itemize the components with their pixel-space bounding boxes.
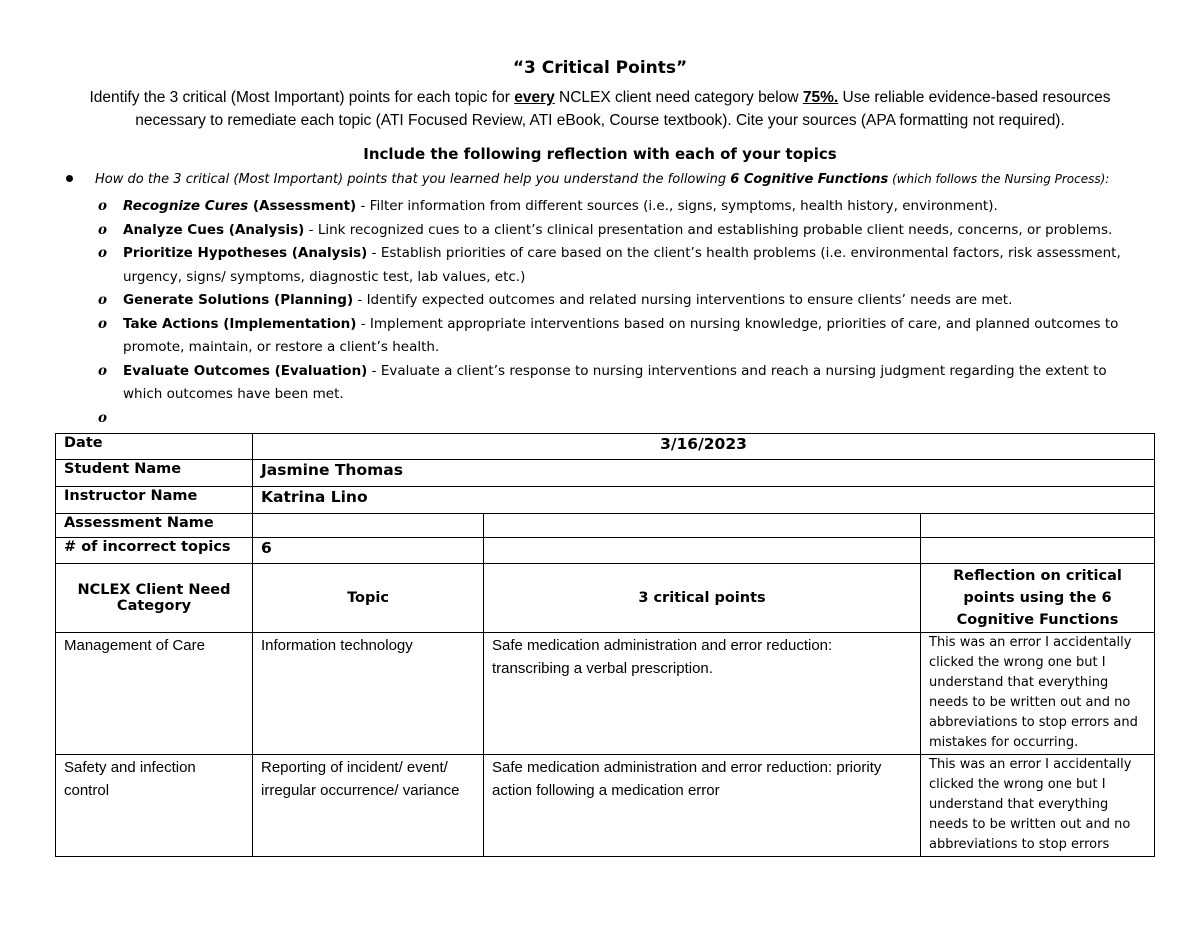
question-text-1: How do the 3 critical (Most Important) points that you learned help you understand the following bbox=[95, 172, 731, 187]
incorrect-value: 6 bbox=[253, 538, 484, 564]
student-row bbox=[56, 460, 1155, 487]
function-item: o Prioritize Hypotheses (Analysis) - Establish priorities of care based on the client’s health problems (i.e. environmental factors, risk assessment, urgency, signs/ symptoms, diagnostic test, lab values, etc.) bbox=[98, 242, 1138, 289]
header-reflection: Reflection on critical points using the 6 Cognitive Functions bbox=[921, 564, 1155, 633]
intro-every: every bbox=[514, 89, 555, 106]
intro-text-2: NCLEX client need category below bbox=[554, 89, 803, 106]
row-topic: Information technology bbox=[253, 633, 484, 755]
assessment-cell bbox=[921, 514, 1155, 538]
sub-bullet-icon: o bbox=[98, 315, 108, 332]
row-category: Management of Care bbox=[56, 633, 253, 755]
sub-bullet-icon: o bbox=[98, 198, 108, 214]
instructions-paragraph bbox=[55, 86, 1145, 132]
student-label: Student Name bbox=[56, 460, 253, 487]
incorrect-row bbox=[56, 538, 1155, 564]
assessment-row bbox=[56, 514, 1155, 538]
column-header-row bbox=[56, 564, 1155, 633]
sub-bullet-icon: o bbox=[98, 362, 108, 379]
function-item: o Take Actions (Implementation) - Implement appropriate interventions based on nursing knowledge, priorities of care, and planned outcomes to promote, maintain, or restore a client’s health. bbox=[98, 313, 1138, 360]
row-category: Safety and infection control bbox=[56, 755, 253, 857]
sub-bullet-icon: o bbox=[98, 292, 108, 308]
function-item: o Recognize Cures (Assessment) - Filter information from different sources (i.e., signs, symptoms, health history, environment). bbox=[98, 195, 1138, 219]
question-text-2: (which follows the Nursing Process): bbox=[888, 172, 1110, 186]
row-reflection: This was an error I accidentally clicked the wrong one but I understand that everything needs to be written out and no abbreviations to stop errors and mistakes for occurring. bbox=[921, 633, 1155, 755]
sub-bullet-icon: o bbox=[98, 221, 108, 238]
sub-bullet-icon: o bbox=[98, 245, 108, 261]
header-topic: Topic bbox=[253, 564, 484, 633]
instructor-row bbox=[56, 487, 1155, 514]
assessment-cell bbox=[253, 514, 484, 538]
function-item: o Generate Solutions (Planning) - Identify expected outcomes and related nursing interventions to ensure clients’ needs are met. bbox=[98, 289, 1138, 313]
student-value: Jasmine Thomas bbox=[253, 460, 1155, 487]
incorrect-cell bbox=[484, 538, 921, 564]
incorrect-cell bbox=[921, 538, 1155, 564]
intro-text-1: Identify the 3 critical (Most Important) points for each topic for bbox=[89, 89, 515, 106]
function-item: o Evaluate Outcomes (Evaluation) - Evaluate a client’s response to nursing interventions and reach a nursing judgment regarding the extent to which outcomes have been met. bbox=[98, 360, 1138, 407]
table-row bbox=[56, 633, 1155, 755]
reflection-heading: Include the following reflection with each of your topics bbox=[363, 145, 837, 163]
page-title: “3 Critical Points” bbox=[512, 58, 688, 78]
row-points: Safe medication administration and error reduction: priority action following a medication error bbox=[484, 755, 921, 857]
function-item: o Analyze Cues (Analysis) - Link recognized cues to a client’s clinical presentation and establishing probable client needs, concerns, or problems. bbox=[98, 219, 1138, 243]
table-row bbox=[56, 755, 1155, 857]
cognitive-functions-list bbox=[98, 195, 1138, 430]
assessment-label: Assessment Name bbox=[56, 514, 253, 538]
date-row bbox=[56, 434, 1155, 460]
header-points: 3 critical points bbox=[484, 564, 921, 633]
intro-percent: 75%. bbox=[802, 89, 839, 106]
instructor-value: Katrina Lino bbox=[253, 487, 1155, 514]
intro-text-3: Use reliable evidence-based resources necessary to remediate each topic (ATI Focused Review, ATI eBook, Course textbook). Cite your sources (APA formatting not required). bbox=[135, 89, 1111, 129]
sub-bullet-icon: o bbox=[98, 409, 108, 426]
bullet-icon bbox=[66, 175, 73, 182]
remediation-table bbox=[55, 433, 1155, 857]
assessment-cell bbox=[484, 514, 921, 538]
header-category: NCLEX Client Need Category bbox=[56, 564, 253, 633]
row-reflection: This was an error I accidentally clicked the wrong one but I understand that everything needs to be written out and no abbreviations to stop errors bbox=[921, 755, 1155, 857]
incorrect-label: # of incorrect topics bbox=[56, 538, 253, 564]
empty-function-item bbox=[98, 407, 1138, 431]
date-value: 3/16/2023 bbox=[253, 434, 1155, 460]
row-points: Safe medication administration and error reduction: transcribing a verbal prescription. bbox=[484, 633, 921, 755]
date-label: Date bbox=[56, 434, 253, 460]
question-bold: 6 Cognitive Functions bbox=[730, 172, 889, 187]
instructor-label: Instructor Name bbox=[56, 487, 253, 514]
row-topic: Reporting of incident/ event/ irregular occurrence/ variance bbox=[253, 755, 484, 857]
